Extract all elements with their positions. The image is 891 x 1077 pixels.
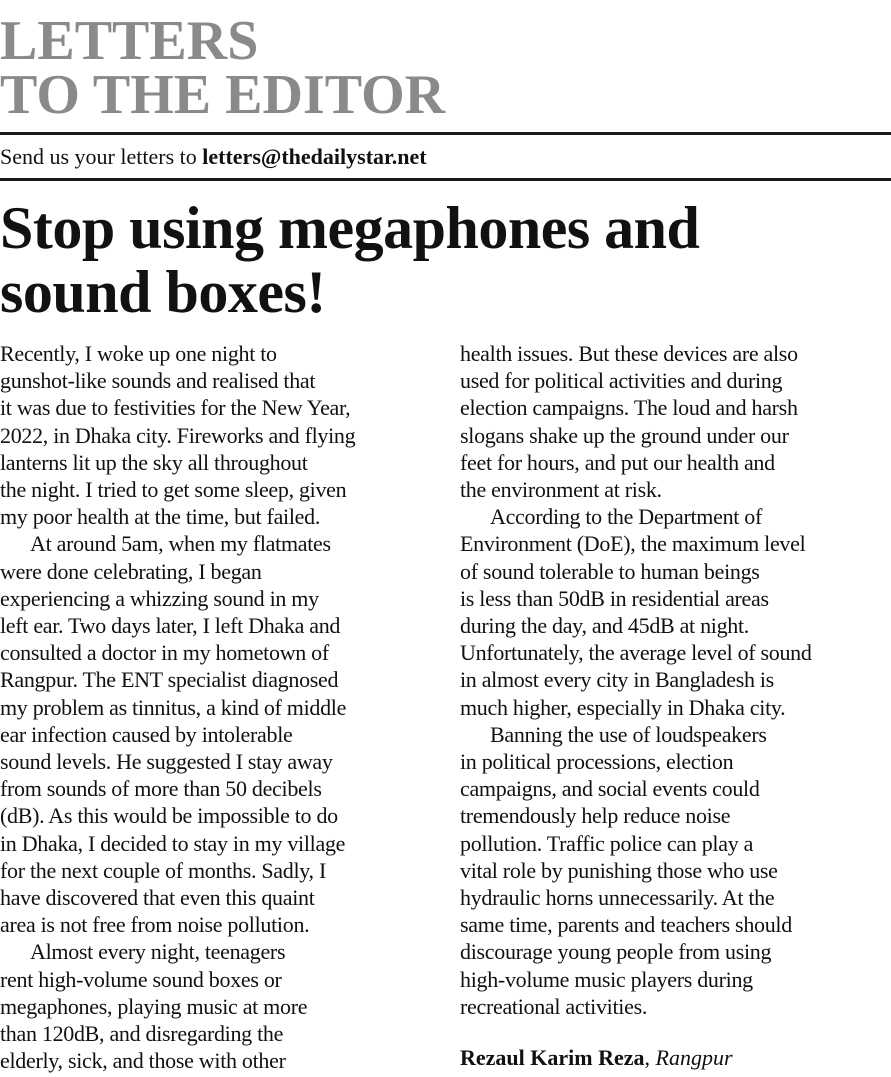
body-line: Banning the use of loudspeakers	[490, 721, 767, 747]
body-line: sound levels. He suggested I stay away	[0, 749, 333, 775]
body-line: elderly, sick, and those with other	[0, 1048, 286, 1074]
body-line: hydraulic horns unnecessarily. At the	[460, 885, 775, 911]
body-line: for the next couple of months. Sadly, I	[0, 857, 326, 883]
body-line: have discovered that even this quaint	[0, 885, 315, 911]
author-location: Rangpur	[655, 1045, 733, 1070]
body-line: left ear. Two days later, I left Dhaka and	[0, 613, 341, 639]
body-line: in Dhaka, I decided to stay in my village	[0, 830, 346, 856]
article-column-right	[460, 340, 891, 1020]
body-line: much higher, especially in Dhaka city.	[460, 694, 786, 720]
body-line: experiencing a whizzing sound in my	[0, 585, 319, 611]
body-line: tremendously help reduce noise	[460, 803, 731, 829]
body-line: campaigns, and social events could	[460, 776, 760, 802]
contact-line	[0, 142, 427, 172]
body-line: discourage young people from using	[460, 939, 772, 965]
body-line: lanterns lit up the sky all throughout	[0, 449, 308, 475]
author-signature	[460, 1044, 733, 1072]
body-line: my poor health at the time, but failed.	[0, 504, 321, 530]
section-title-line-1: LETTERS	[0, 10, 259, 72]
body-line: of sound tolerable to human beings	[460, 558, 760, 584]
section-title	[0, 10, 446, 126]
body-line: pollution. Traffic police can play a	[460, 830, 754, 856]
top-divider	[0, 132, 891, 135]
body-line: gunshot-like sounds and realised that	[0, 368, 316, 394]
body-line: consulted a doctor in my hometown of	[0, 640, 329, 666]
body-line: in political processions, election	[460, 749, 734, 775]
body-line: in almost every city in Bangladesh is	[460, 667, 774, 693]
body-line: ear infection caused by intolerable	[0, 721, 293, 747]
body-line: rent high-volume sound boxes or	[0, 966, 282, 992]
body-line: Rangpur. The ENT specialist diagnosed	[0, 667, 339, 693]
body-line: it was due to festivities for the New Year,	[0, 395, 351, 421]
body-line: from sounds of more than 50 decibels	[0, 776, 322, 802]
body-line: were done celebrating, I began	[0, 558, 262, 584]
article-headline	[0, 196, 891, 324]
body-line: election campaigns. The loud and harsh	[460, 395, 798, 421]
body-line: recreational activities.	[460, 993, 648, 1019]
article-column-left	[0, 340, 440, 1074]
body-line: (dB). As this would be impossible to do	[0, 803, 338, 829]
body-line: my problem as tinnitus, a kind of middle	[0, 694, 347, 720]
body-line: the environment at risk.	[460, 477, 662, 503]
author-separator: ,	[644, 1045, 656, 1070]
body-line: vital role by punishing those who use	[460, 857, 778, 883]
contact-prefix: Send us your letters to	[0, 144, 203, 169]
body-line: feet for hours, and put our health and	[460, 449, 775, 475]
bottom-divider	[0, 178, 891, 181]
body-line: 2022, in Dhaka city. Fireworks and flying	[0, 422, 356, 448]
body-line: Almost every night, teenagers	[30, 939, 286, 965]
contact-email-link[interactable]: letters@thedailystar.net	[202, 144, 427, 169]
headline-line-1: Stop using megaphones and	[0, 195, 700, 261]
body-line: high-volume music players during	[460, 966, 753, 992]
body-line: used for political activities and during	[460, 368, 783, 394]
body-line: the night. I tried to get some sleep, given	[0, 477, 347, 503]
body-line: same time, parents and teachers should	[460, 912, 792, 938]
headline-line-2: sound boxes!	[0, 259, 326, 325]
body-line: Environment (DoE), the maximum level	[460, 531, 806, 557]
section-title-line-2: TO THE EDITOR	[0, 64, 446, 126]
body-line: health issues. But these devices are also	[460, 341, 798, 366]
body-line: area is not free from noise pollution.	[0, 912, 310, 938]
author-name: Rezaul Karim Reza	[460, 1045, 645, 1070]
body-line: than 120dB, and disregarding the	[0, 1021, 284, 1047]
body-line: Unfortunately, the average level of sound	[460, 640, 812, 666]
body-line: slogans shake up the ground under our	[460, 422, 789, 448]
body-line: megaphones, playing music at more	[0, 993, 308, 1019]
body-line: Recently, I woke up one night to	[0, 341, 277, 366]
body-line: At around 5am, when my flatmates	[30, 531, 331, 557]
body-line: According to the Department of	[490, 504, 763, 530]
body-line: is less than 50dB in residential areas	[460, 585, 769, 611]
body-line: during the day, and 45dB at night.	[460, 613, 749, 639]
